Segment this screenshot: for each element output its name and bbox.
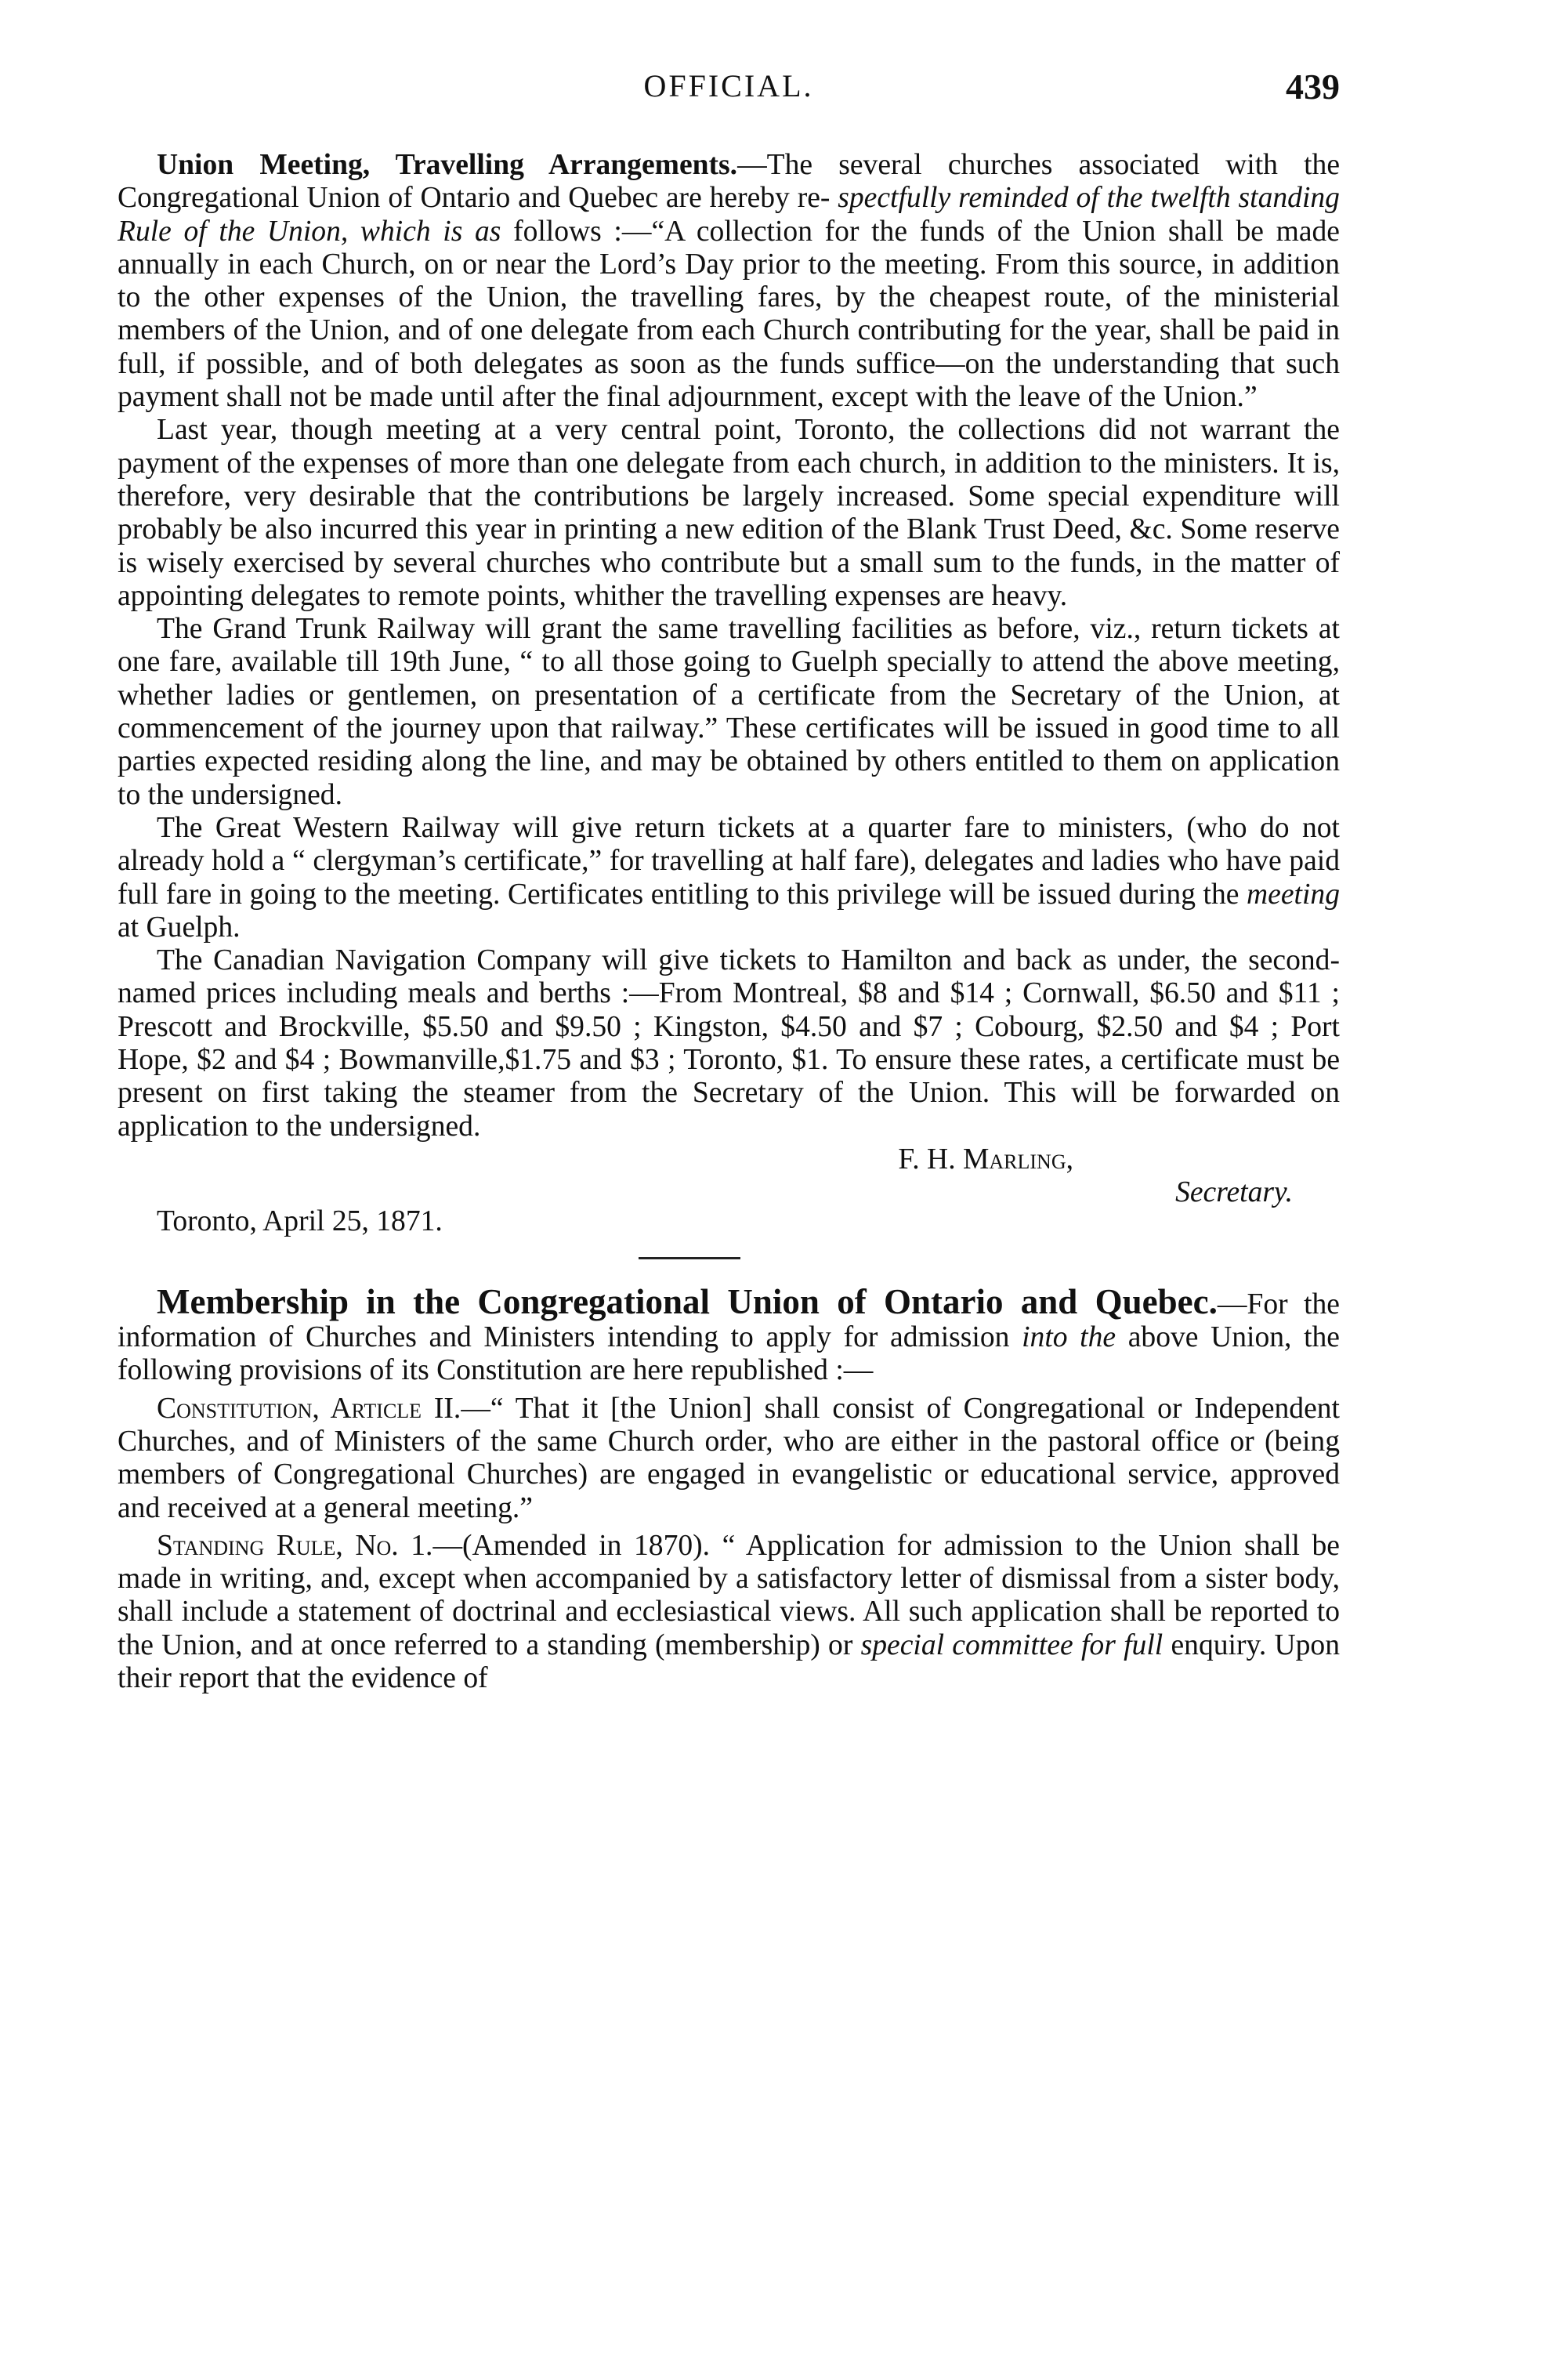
section1-p4-end: at Guelph. bbox=[118, 911, 241, 944]
standing-rule bbox=[118, 1530, 1340, 1695]
section-divider bbox=[118, 1238, 1340, 1285]
date-line: Toronto, April 25, 1871. bbox=[157, 1204, 443, 1237]
body-text bbox=[118, 149, 1340, 1695]
section2-p1-lead: —For the information of Churches and Ministers intending to apply for admission bbox=[118, 1288, 1340, 1354]
section2-p1-rest: above Union, the following provisions of its Constitution are here republished :— bbox=[118, 1321, 1340, 1387]
section1-paragraph-5: The Canadian Navigation Company will give tickets to Hamilton and back as under, the second-named prices including meals and berths :—From Montreal, $8 and $14 ; Cornwall, $6.50 and $11 ; Prescott and Brockville, $5.50 and $9.50 ; Kingston, $4.50 and $7 ; Cobourg, $2.50 and $4 ; Port Hope, $2 and $4 ; Bowmanville,$1.75 and $3 ; Toronto, $1. To ensure these rates, a certificate must be present on first taking the steamer from the Secretary of the Union. This will be forwarded on application to the undersigned. bbox=[118, 944, 1340, 1143]
page-number: 439 bbox=[1286, 67, 1340, 107]
section1-p4-main: The Great Western Railway will give return tickets at a quarter fare to ministers, (who do not already hold a “ clergyman’s certificate,” for travelling at half fare), delegates and ladies who have paid full fare in going to the meeting. Certificates entitling to this privilege will be issued during the bbox=[118, 811, 1340, 911]
divider-rule bbox=[639, 1257, 740, 1259]
section1-paragraph-1 bbox=[118, 149, 1340, 414]
section1-p4-italic: meeting bbox=[1247, 878, 1340, 911]
page-header bbox=[118, 67, 1340, 114]
rule-text-b: enquiry. Upon their report that the evidence of bbox=[118, 1628, 1340, 1695]
rule-text-a: —(Amended in 1870). “ Application for admission to the Union shall be made in writing, and, except when accompanied by a satisfactory letter of dismissal from a sister body, shall include a statement of doctrinal and ecclesiastical views. All such application shall be reported to the Union, and at once referred to a standing (membership) or bbox=[118, 1529, 1340, 1661]
article-text: —“ That it [the Union] shall consist of Congregational or Independent Churches, and of Ministers of the same Church order, who are either in the pastoral office or (being members of Congregational Churches) are engaged in evangelistic or educational service, approved and received at a general meeting.” bbox=[118, 1392, 1341, 1524]
section1-paragraph-2: Last year, though meeting at a very central point, Toronto, the collections did not warrant the payment of the expenses of more than one delegate from each church, in addition to the ministers. It is, therefore, very desirable that the contributions be largely increased. Some special expenditure will probably be also incurred this year in printing a new edition of the Blank Trust Deed, &c. Some reserve is wisely exercised by several churches who contribute but a small sum to the funds, in the matter of appointing delegates to remote points, whither the travelling expenses are heavy. bbox=[118, 414, 1340, 612]
running-head: OFFICIAL. bbox=[643, 68, 814, 103]
section1-p1-lead: —The several churches associated with the Congregational Union of Ontario and Quebec are hereby re- bbox=[118, 149, 1341, 215]
signature-name: F. H. Marling, bbox=[898, 1143, 1073, 1176]
section2-paragraph-1 bbox=[118, 1281, 1340, 1388]
section1-p1-italic: spectfully reminded of the twelfth standing Rule of the Union, which is as bbox=[118, 182, 1340, 248]
rule-italic: special committee for full bbox=[860, 1628, 1163, 1661]
section1-p1-rest: follows :—“A collection for the funds of the Union shall be made annually in each Church, on or near the Lord’s Day prior to the meeting. From this source, in addition to the other expenses of the Union, the travelling fares, by the cheapest route, of the ministerial members of the Union, and of one delegate from each Church contributing for the year, shall be paid in full, if possible, and of both delegates as soon as the funds suffice—on the understanding that such payment shall not be made until after the final adjournment, except with the leave of the Union.” bbox=[118, 215, 1340, 414]
section2-p1-italic: into the bbox=[1022, 1321, 1116, 1354]
constitution-article bbox=[118, 1393, 1340, 1525]
section2-heading: Membership in the Congregational Union of Ontario and Quebec. bbox=[157, 1281, 1218, 1321]
rule-label: Standing Rule, No. 1. bbox=[157, 1529, 433, 1562]
section1-paragraph-4 bbox=[118, 812, 1340, 944]
section1-heading: Union Meeting, Travelling Arrangements. bbox=[157, 149, 738, 181]
section1-paragraph-3: The Grand Trunk Railway will grant the same travelling facilities as before, viz., return tickets at one fare, available till 19th June, “ to all those going to Guelph specially to attend the above meeting, whether ladies or gentlemen, on presentation of a certificate from the Secretary of the Union, at commencement of the journey upon that railway.” These certificates will be issued in good time to all parties expected residing along the line, and may be obtained by others entitled to them on application to the undersigned. bbox=[118, 613, 1340, 811]
article-label: Constitution, Article II. bbox=[157, 1392, 461, 1425]
signature-title: Secretary. bbox=[1175, 1176, 1293, 1209]
